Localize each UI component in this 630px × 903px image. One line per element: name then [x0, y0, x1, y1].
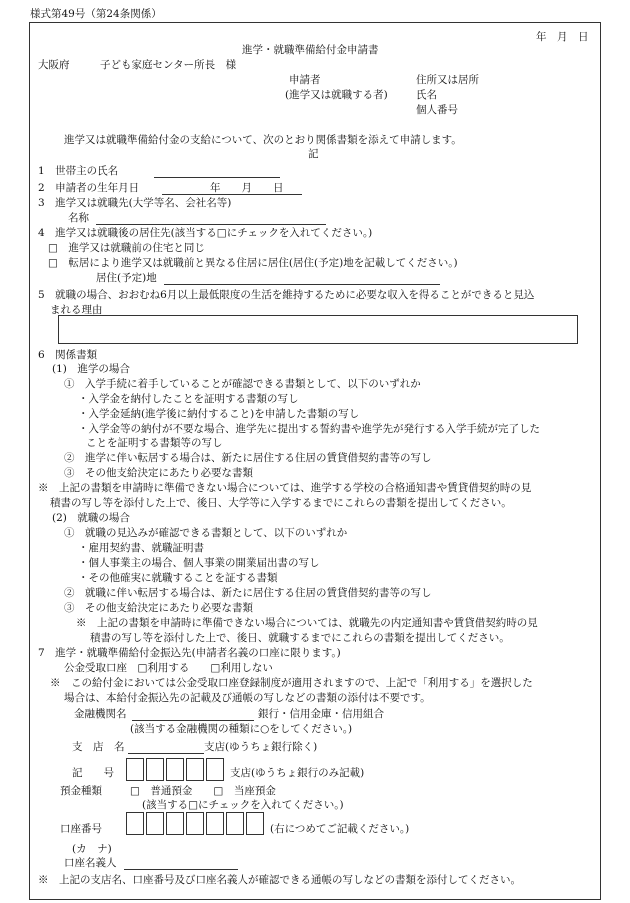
item4-option-move[interactable]: □ 転居により進学又は就職前と異なる住居に居住(居住(予定)地を記載してください。): [48, 257, 458, 269]
item4-label: 4 進学又は就職後の居住先(該当する□にチェックを入れてください。): [38, 227, 373, 239]
account-number-cell[interactable]: [226, 812, 244, 835]
item6-1-a-bullet3-line1: ・入学金等の納付が不要な場合、進学先に提出する誓約書や進学先が発行する入学手続が完了した: [78, 423, 540, 435]
applicant-address-label: 住所又は居所: [416, 74, 479, 86]
item6-2-a-bullet1: ・雇用契約書、就職証明書: [78, 542, 204, 554]
account-holder-field[interactable]: [124, 869, 238, 870]
account-number-cell[interactable]: [206, 812, 224, 835]
kigou-suffix: 支店(ゆうちょ銀行のみ記載): [230, 767, 365, 779]
note3-line1: ※ この給付金においては公金受取口座登録制度が適用されますので、上記で「利用する」を選択した: [50, 677, 533, 689]
item6-2-heading: (2) 就職の場合: [52, 512, 130, 524]
kigou-label: 記 号: [72, 767, 114, 779]
item6-1-a-bullet1: ・入学金を納付したことを証明する書類の写し: [78, 393, 299, 405]
date-line: 年 月 日: [536, 31, 589, 43]
account-number-cell[interactable]: [246, 812, 264, 835]
account-number-cell[interactable]: [186, 812, 204, 835]
bank-name-field[interactable]: [132, 720, 254, 721]
item5-line1: 5 就職の場合、おおむね6月以上最低限度の生活を維持するために必要な収入を得ることができると見込: [38, 289, 535, 301]
item6-2-a: ① 就職の見込みが確認できる書類として、以下のいずれか: [64, 527, 348, 539]
applicant-sublabel: (進学又は就職する者): [285, 89, 388, 101]
branch-suffix: 支店(ゆうちょ銀行除く): [204, 741, 318, 753]
item5-line2: まれる理由: [50, 304, 103, 316]
account-number-label: 口座番号: [60, 823, 102, 835]
item3-label: 3 進学又は就職先(大学等名、会社名等): [38, 197, 232, 209]
bank-name-label: 金融機関名: [74, 708, 127, 720]
item6-1-a: ① 入学手続に着手していることが確認できる書類として、以下のいずれか: [64, 378, 421, 390]
note1-line2: 積書の写し等を添付した上で、後日、大学等に入学するまでにこれらの書類を提出してください。: [50, 497, 512, 509]
ki-heading: 記: [308, 148, 319, 160]
item6-1-heading: (1) 進学の場合: [52, 363, 130, 375]
account-number-cell[interactable]: [166, 812, 184, 835]
account-number-note: (右につめてご記載ください。): [270, 823, 410, 835]
note2-line2: 積書の写し等を添付した上で、後日、就職するまでにこれらの書類を提出してください。: [90, 632, 510, 644]
deposit-type-options[interactable]: □ 普通預金 □ 当座預金: [130, 785, 276, 797]
item4-option-same[interactable]: □ 進学又は就職前の住宅と同じ: [48, 242, 205, 254]
item6-label: 6 関係書類: [38, 349, 98, 361]
account-number-cell[interactable]: [126, 812, 144, 835]
account-number-cell[interactable]: [146, 812, 164, 835]
branch-field[interactable]: [128, 753, 204, 754]
item6-2-a-bullet2: ・個人事業主の場合、個人事業の開業届出書の写し: [78, 557, 320, 569]
item2-label: 2 申請者の生年月日: [38, 182, 140, 194]
item4-address-field[interactable]: [164, 284, 440, 285]
bank-note: (該当する金融機関の種類に○をしてください。): [130, 723, 353, 735]
form-number: 様式第49号（第24条関係）: [30, 8, 162, 20]
item6-2-b: ② 就職に伴い転居する場合は、新たに居住する住居の賃貸借契約書等の写し: [64, 587, 432, 599]
addressee-pref: 大阪府: [38, 59, 70, 71]
note2-line1: ※ 上記の書類を申請時に準備できない場合については、就職先の内定通知書や賃貸借契約時の見: [76, 617, 538, 629]
kigou-cell[interactable]: [186, 758, 204, 781]
item6-1-a-bullet3-line2: ことを証明する書類等の写し: [86, 437, 223, 449]
item1-label: 1 世帯主の氏名: [38, 165, 119, 177]
kigou-cell[interactable]: [206, 758, 224, 781]
intro-text: 進学又は就職準備給付金の支給について、次のとおり関係書類を添えて申請します。: [64, 134, 462, 146]
applicant-id-label: 個人番号: [416, 104, 458, 116]
item3-field[interactable]: [96, 224, 326, 225]
final-note: ※ 上記の支店名、口座番号及び口座名義人が確認できる通帳の写しなどの書類を添付してください。: [38, 874, 521, 886]
deposit-note: (該当する□にチェックを入れてください。): [142, 799, 344, 811]
kigou-cell[interactable]: [126, 758, 144, 781]
kana-label: (カ ナ): [72, 843, 112, 855]
item6-2-a-bullet3: ・その他確実に就職することを証する書類: [78, 572, 278, 584]
note3-line2: 場合は、本給付金振込先の記載及び通帳の写しなどの書類の添付は不要です。: [64, 692, 431, 704]
item2-date: 年 月 日: [210, 182, 284, 194]
kigou-cell[interactable]: [146, 758, 164, 781]
account-holder-label: 口座名義人: [64, 857, 117, 869]
applicant-label: 申請者: [289, 74, 321, 86]
addressee-center: 子ども家庭センター所長 様: [100, 59, 237, 71]
item6-2-c: ③ その他支給決定にあたり必要な書類: [64, 602, 253, 614]
page-title: 進学・就職準備給付金申請書: [242, 44, 379, 56]
applicant-name-label: 氏名: [416, 89, 437, 101]
item1-field[interactable]: [154, 177, 280, 178]
note1-line1: ※ 上記の書類を申請時に準備できない場合については、進学する学校の合格通知書や賃貸借契約時の見: [38, 482, 532, 494]
bank-types: 銀行・信用金庫・信用組合: [258, 708, 384, 720]
item6-1-a-bullet2: ・入学金延納(進学後に納付すること)を申請した書類の写し: [78, 408, 360, 420]
item2-field[interactable]: [162, 194, 302, 195]
koukin-account-options[interactable]: 公金受取口座 □利用する □利用しない: [64, 662, 273, 674]
branch-label: 支 店 名: [72, 741, 125, 753]
deposit-type-label: 預金種類: [60, 785, 102, 797]
item6-1-b: ② 進学に伴い転居する場合は、新たに居住する住居の賃貸借契約書等の写し: [64, 452, 432, 464]
kigou-cell[interactable]: [166, 758, 184, 781]
item6-1-c: ③ その他支給決定にあたり必要な書類: [64, 467, 253, 479]
item4-address-label: 居住(予定)地: [96, 272, 157, 284]
item5-reason-box[interactable]: [58, 315, 578, 344]
item3-name-label: 名称: [68, 212, 89, 224]
item7-label: 7 進学・就職準備給付金振込先(申請者名義の口座に限ります。): [38, 647, 341, 659]
